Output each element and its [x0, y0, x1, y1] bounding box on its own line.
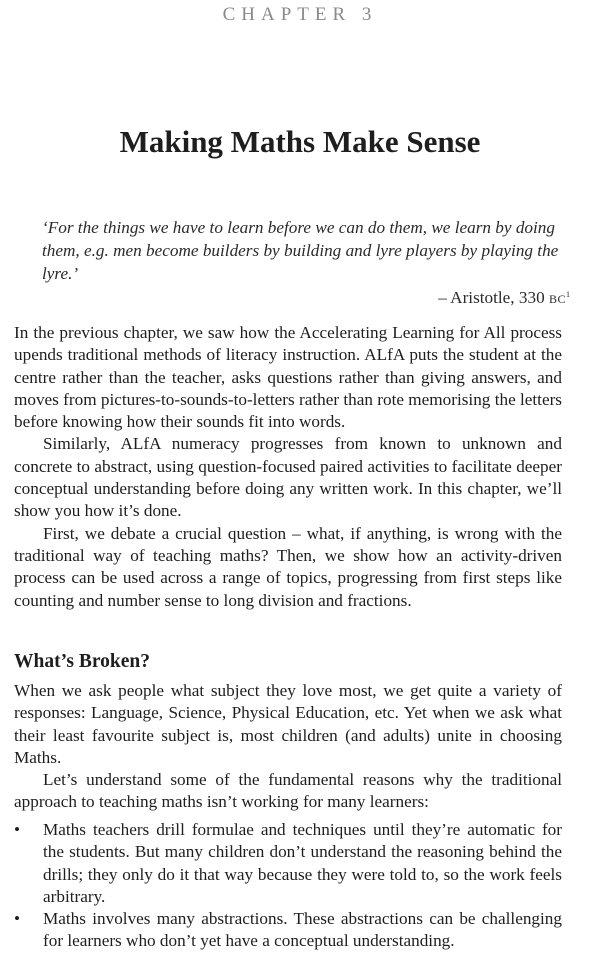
paragraph: When we ask people what subject they love most, we get quite a variety of responses: Language, Science, Physical Education, etc. Yet when we ask what their least favourite subject is, most children (and adults) unite in choosing Maths. — [14, 681, 562, 767]
list-item-text: Maths teachers drill formulae and techniques until they’re automatic for the students. But many children don’t understand the reasoning behind the drills; they only do it that way because they were told to, so the work feels arbitrary. — [43, 820, 562, 906]
paragraph: Similarly, ALfA numeracy progresses from known to unknown and concrete to abstract, using question-focused paired activities to facilitate deeper conceptual understanding before doing any written work. In this chapter, we’ll show you how it’s done. — [14, 434, 562, 521]
paragraph: In the previous chapter, we saw how the Accelerating Learning for All process upends traditional methods of literacy instruction. ALfA puts the student at the centre rather than the teacher, asks questions rather than giving answers, and moves from pictures-to-sounds-to-letters rather than rote memorising the letters before knowing how their sounds fit into words. — [14, 323, 562, 432]
section-body — [14, 680, 562, 814]
bullet-list — [14, 819, 562, 953]
footnote-marker[interactable]: 1 — [566, 290, 570, 299]
intro-section — [14, 322, 562, 612]
list-item — [14, 819, 562, 908]
chapter-title: Making Maths Make Sense — [119, 124, 481, 159]
list-item — [14, 908, 562, 953]
paragraph: First, we debate a crucial question – what, if anything, is wrong with the traditional way of teaching maths? Then, we show how an activity-driven process can be used across a range of topics, progressing from first steps like counting and number sense to long division and fractions. — [14, 523, 562, 610]
bullet-icon: • — [14, 820, 21, 839]
section-heading: What’s Broken? — [14, 651, 150, 672]
bullet-icon: • — [14, 909, 21, 929]
epigraph-quote: ‘For the things we have to learn before we can do them, we learn by doing them, e.g. men become builders by building and lyre players by playing the lyre.’ — [42, 218, 559, 283]
epigraph-attribution — [438, 288, 570, 308]
paragraph: Let’s understand some of the fundamental reasons why the traditional approach to teaching maths isn’t working for many learners: — [14, 770, 562, 812]
chapter-number: CHAPTER 3 — [222, 4, 378, 25]
attribution-text: – Aristotle, 330 — [438, 288, 549, 307]
attribution-era: BC — [548, 292, 566, 306]
list-item-text: Maths involves many abstractions. These abstractions can be challenging for learners who don’t yet have a conceptual understanding. — [43, 909, 562, 951]
